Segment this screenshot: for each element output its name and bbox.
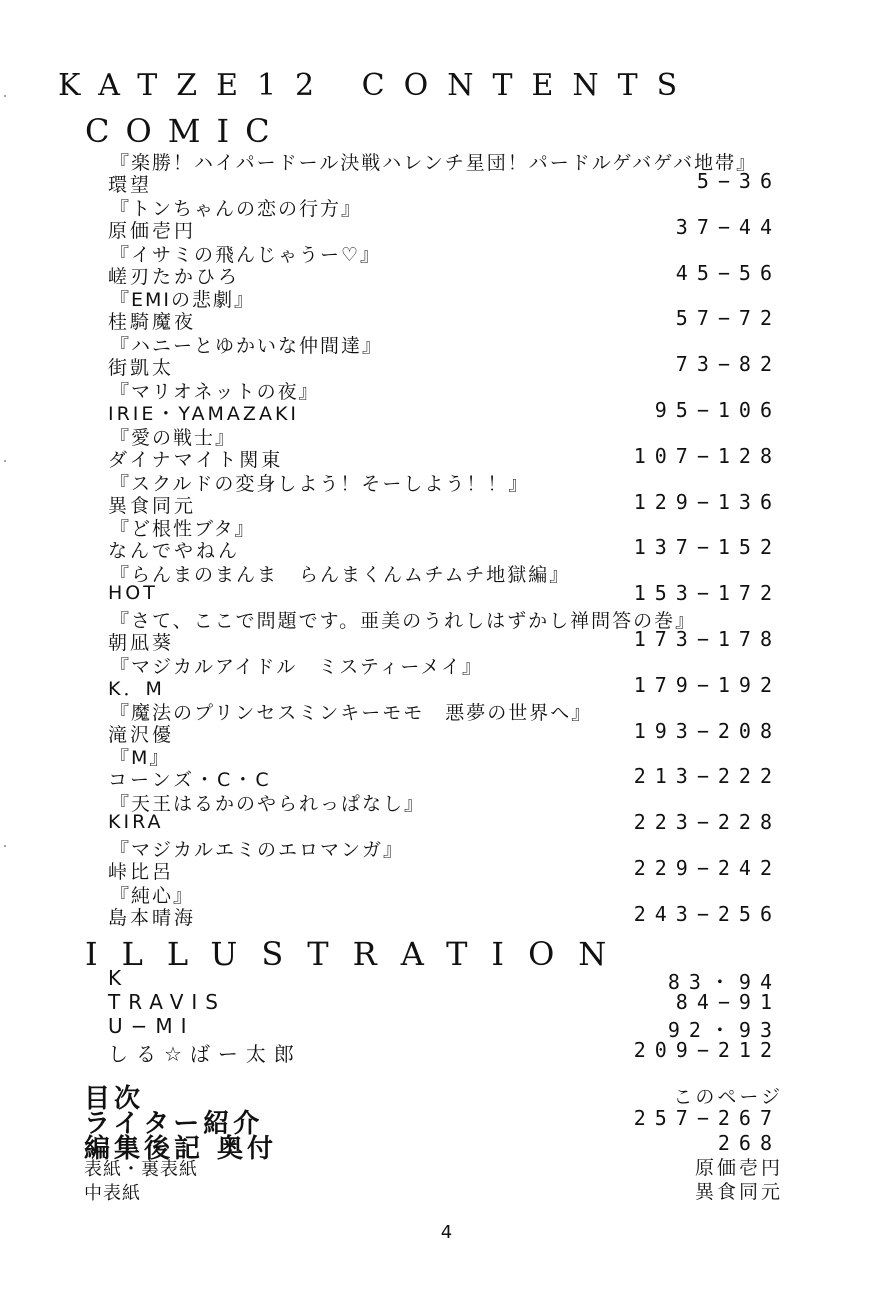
illustration-section-heading: ILLUSTRATION (85, 935, 631, 973)
inner-cover-value: 異食同元 (694, 1181, 783, 1203)
comic-entry-title: 『イサミの飛んじゃうー♡』 (110, 243, 382, 266)
comic-entry-title: 『ど根性ブタ』 (110, 518, 256, 541)
editorial-pages: 268 (717, 1131, 781, 1155)
writer-intro-pages: 257−267 (633, 1106, 781, 1130)
comic-entry-title: 『楽勝！ハイパードール決戦ハレンチ星団！パードルゲバゲバ地帯』 (110, 152, 758, 174)
comic-entry-title: 『ハニーとゆかいな仲間達』 (110, 335, 384, 358)
toc-label: 目次 (84, 1084, 145, 1114)
scan-speck (4, 95, 6, 97)
comic-entry-author: 異食同元 (108, 494, 197, 517)
comic-entry-author: 桂騎魔夜 (108, 311, 197, 334)
illustration-entry-pages: 92・93 (667, 1018, 781, 1042)
comic-entry-pages: 229−242 (633, 856, 781, 880)
comic-entry-title: 『スクルドの変身しよう！そーしよう！！』 (110, 472, 530, 495)
comic-entry-title: 『らんまのまんま らんまくんムチムチ地獄編』 (110, 564, 571, 587)
comic-entry-pages: 107−128 (633, 443, 781, 468)
comic-entry-author: 滝沢優 (108, 723, 175, 746)
comic-entry-author: 峠比呂 (108, 861, 175, 883)
editorial-label: 編集後記 奥付 (84, 1134, 278, 1164)
comic-entry-pages: 37−44 (675, 214, 781, 239)
scan-speck (4, 460, 6, 462)
comic-entry-pages: 173−178 (633, 627, 781, 651)
comic-entry-author: 嵯刃たかひろ (108, 265, 241, 288)
comic-entry-author: IRIE・YAMAZAKI (108, 403, 300, 425)
comic-entry-pages: 193−208 (633, 718, 781, 743)
writer-intro-label: ライター紹介 (84, 1109, 264, 1139)
comic-entry-pages: 57−72 (675, 306, 781, 331)
comic-entry-pages: 243−256 (633, 901, 781, 926)
comic-entry-title: 『純心』 (110, 884, 195, 907)
comic-entry-author: 街凱太 (108, 357, 175, 380)
scan-speck (4, 845, 6, 847)
comic-entry-author: HOT (108, 582, 158, 605)
toc-value: このページ (673, 1086, 783, 1108)
comic-entry-title: 『マリオネットの夜』 (110, 381, 320, 403)
comic-entry-pages: 129−136 (633, 489, 781, 514)
comic-entry-pages: 5−36 (696, 169, 781, 193)
illustration-entry-pages: 84−91 (675, 990, 781, 1014)
comic-entry-title: 『EMIの悲劇』 (110, 289, 256, 312)
illustration-entry-name: K (108, 966, 130, 990)
comic-entry-title: 『トンちゃんの恋の行方』 (110, 197, 363, 220)
comic-entry-title: 『さて、ここで問題です。亜美のうれしはずかし禅問答の巻』 (110, 610, 697, 632)
illustration-entry-pages: 83・94 (667, 970, 781, 994)
comic-entry-author: コーンズ・C・C (108, 769, 272, 792)
comic-entry-author: 原価壱円 (108, 219, 197, 242)
comic-entry-pages: 153−172 (633, 581, 781, 606)
cover-value: 原価壱円 (694, 1157, 783, 1179)
illustration-entry-name: しる☆ばー太郎 (108, 1042, 302, 1066)
comic-entry-author: 島本晴海 (108, 906, 197, 929)
comic-section-heading: COMIC (85, 112, 286, 150)
comic-entry-author: K．M (108, 677, 165, 700)
cover-label: 表紙・裏表紙 (84, 1159, 198, 1180)
illustration-entry-name: U−MI (108, 1014, 195, 1038)
comic-entry-title: 『愛の戦士』 (110, 426, 237, 449)
comic-entry-author: 朝凪葵 (108, 632, 175, 654)
comic-entry-author: KIRA (108, 811, 164, 834)
comic-entry-author: ダイナマイト関東 (108, 448, 284, 471)
illustration-entry-name: TRAVIS (108, 990, 226, 1014)
comic-entry-title: 『マジカルエミのエロマンガ』 (110, 839, 405, 861)
inner-cover-label: 中表紙 (84, 1183, 141, 1204)
comic-entry-pages: 223−228 (633, 810, 781, 835)
comic-entry-pages: 73−82 (675, 352, 781, 377)
comic-entry-pages: 179−192 (633, 672, 781, 697)
comic-entry-author: なんでやねん (108, 540, 241, 563)
comic-entry-pages: 137−152 (633, 535, 781, 560)
page-title: KATZE12 CONTENTS (58, 68, 697, 103)
comic-entry-pages: 95−106 (654, 398, 781, 422)
illustration-entry-pages: 209−212 (633, 1038, 781, 1062)
comic-entry-title: 『魔法のプリンセスミンキーモモ 悪夢の世界へ』 (110, 701, 593, 724)
comic-entry-pages: 45−56 (675, 260, 781, 285)
comic-entry-title: 『天王はるかのやられっぱなし』 (110, 793, 426, 816)
comic-entry-author: 環望 (108, 174, 153, 196)
comic-entry-title: 『M』 (110, 747, 171, 770)
page-number: 4 (440, 1222, 453, 1243)
comic-entry-title: 『マジカルアイドル ミスティーメイ』 (110, 655, 484, 678)
comic-entry-pages: 213−222 (633, 764, 781, 789)
